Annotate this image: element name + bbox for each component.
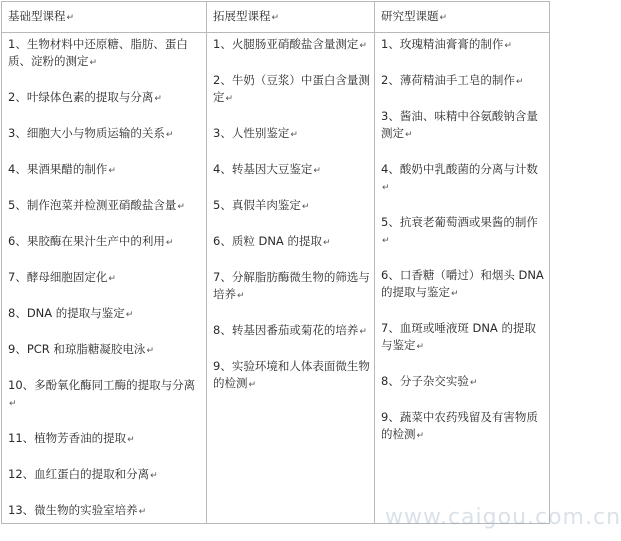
col3-item bbox=[381, 214, 545, 250]
header-research: 研究型课题↵ bbox=[375, 2, 550, 33]
item-text: 4、转基因大豆鉴定 bbox=[213, 162, 313, 176]
paragraph-mark: ↵ bbox=[248, 380, 257, 390]
item-spacer bbox=[213, 180, 370, 197]
col2-item bbox=[213, 358, 370, 394]
col1-item bbox=[8, 269, 202, 288]
paragraph-mark: ↵ bbox=[382, 236, 390, 246]
paragraph-mark: ↵ bbox=[89, 58, 98, 68]
item-spacer bbox=[8, 144, 202, 161]
col3-item bbox=[381, 108, 545, 144]
col3-item bbox=[381, 409, 545, 445]
item-text: 9、蔬菜中农药残留及有害物质的检测 bbox=[381, 410, 538, 441]
item-text: 1、火腿肠亚硝酸盐含量测定 bbox=[213, 37, 359, 51]
item-spacer bbox=[381, 144, 545, 161]
col1-item bbox=[8, 466, 202, 485]
paragraph-mark: ↵ bbox=[127, 435, 135, 445]
item-text: 7、酵母细胞固定化 bbox=[8, 270, 108, 284]
col1-item bbox=[8, 125, 202, 144]
item-spacer bbox=[8, 72, 202, 89]
item-text: 13、微生物的实验室培养 bbox=[8, 503, 138, 517]
item-spacer bbox=[213, 55, 370, 72]
header-row bbox=[2, 2, 550, 33]
item-text: 2、牛奶（豆浆）中蛋白含量测定 bbox=[213, 73, 370, 104]
basic-course-cell bbox=[2, 33, 207, 524]
col1-item bbox=[8, 197, 202, 216]
paragraph-mark: ↵ bbox=[225, 94, 234, 104]
col2-item bbox=[213, 233, 370, 252]
item-spacer bbox=[8, 252, 202, 269]
item-spacer bbox=[213, 144, 370, 161]
paragraph-mark: ↵ bbox=[405, 130, 413, 140]
col2-item bbox=[213, 197, 370, 216]
paragraph-mark: ↵ bbox=[359, 41, 367, 51]
col1-item bbox=[8, 305, 202, 324]
item-text: 8、DNA 的提取与鉴定 bbox=[8, 306, 125, 320]
item-text: 9、实验环境和人体表面微生物的检测 bbox=[213, 359, 370, 390]
col2-item bbox=[213, 161, 370, 180]
item-text: 1、玫瑰精油膏膏的制作 bbox=[381, 37, 504, 51]
paragraph-mark: ↵ bbox=[165, 130, 174, 140]
item-spacer bbox=[8, 216, 202, 233]
paragraph-mark: ↵ bbox=[416, 431, 425, 441]
paragraph-mark: ↵ bbox=[177, 202, 185, 212]
header-basic: 基础型课程↵ bbox=[2, 2, 207, 33]
item-text: 2、叶绿体色素的提取与分离 bbox=[8, 90, 154, 104]
paragraph-mark: ↵ bbox=[469, 378, 478, 388]
col1-item bbox=[8, 89, 202, 108]
extended-course-cell bbox=[207, 33, 375, 524]
course-table bbox=[1, 1, 550, 524]
item-spacer bbox=[381, 303, 545, 320]
paragraph-mark: ↵ bbox=[125, 310, 134, 320]
item-text: 4、果酒果醋的制作 bbox=[8, 162, 108, 176]
item-spacer bbox=[213, 341, 370, 358]
col2-item bbox=[213, 269, 370, 305]
site-watermark: www.caigou.com.cn bbox=[385, 505, 621, 530]
paragraph-mark: ↵ bbox=[154, 94, 162, 104]
item-text: 5、真假羊肉鉴定 bbox=[213, 198, 301, 212]
paragraph-mark: ↵ bbox=[301, 202, 310, 212]
col3-item bbox=[381, 373, 545, 392]
col1-item bbox=[8, 430, 202, 449]
col2-item bbox=[213, 125, 370, 144]
col1-item bbox=[8, 161, 202, 180]
item-text: 5、制作泡菜并检测亚硝酸盐含量 bbox=[8, 198, 177, 212]
research-topic-cell bbox=[375, 33, 550, 524]
item-spacer bbox=[8, 108, 202, 125]
paragraph-mark: ↵ bbox=[150, 471, 158, 481]
body-row bbox=[2, 33, 550, 524]
paragraph-mark: ↵ bbox=[313, 166, 321, 176]
item-spacer bbox=[381, 392, 545, 409]
item-spacer bbox=[8, 485, 202, 502]
item-spacer bbox=[213, 252, 370, 269]
item-spacer bbox=[381, 91, 545, 108]
item-spacer bbox=[381, 250, 545, 267]
item-text: 3、细胞大小与物质运输的关系 bbox=[8, 126, 165, 140]
paragraph-mark: ↵ bbox=[108, 166, 116, 176]
paragraph-mark: ↵ bbox=[416, 342, 425, 352]
paragraph-mark: ↵ bbox=[9, 399, 17, 409]
item-spacer bbox=[381, 197, 545, 214]
col3-item bbox=[381, 320, 545, 356]
item-text: 2、薄荷精油手工皂的制作 bbox=[381, 73, 515, 87]
item-text: 4、酸奶中乳酸菌的分离与计数 bbox=[381, 162, 538, 176]
paragraph-mark: ↵ bbox=[165, 238, 174, 248]
paragraph-mark: ↵ bbox=[322, 238, 331, 248]
paragraph-mark: ↵ bbox=[451, 289, 459, 299]
header-extended: 拓展型课程↵ bbox=[207, 2, 375, 33]
item-text: 6、果胶酶在果汁生产中的利用 bbox=[8, 234, 165, 248]
col1-item bbox=[8, 341, 202, 360]
item-text: 8、分子杂交实验 bbox=[381, 374, 469, 388]
item-text: 1、生物材料中还原糖、脂肪、蛋白质、淀粉的测定 bbox=[8, 37, 188, 68]
item-text: 7、分解脂肪酶微生物的筛选与培养 bbox=[213, 270, 370, 301]
paragraph-mark: ↵ bbox=[382, 183, 390, 193]
item-spacer bbox=[213, 108, 370, 125]
item-text: 8、转基因番茄或菊花的培养 bbox=[213, 323, 359, 337]
paragraph-mark: ↵ bbox=[138, 507, 147, 517]
item-spacer bbox=[8, 413, 202, 430]
col3-item bbox=[381, 161, 545, 197]
col2-item bbox=[213, 72, 370, 108]
item-spacer bbox=[8, 180, 202, 197]
item-text: 6、质粒 DNA 的提取 bbox=[213, 234, 322, 248]
item-spacer bbox=[213, 305, 370, 322]
col1-item bbox=[8, 36, 202, 72]
item-text: 3、酱油、味精中谷氨酸钠含量测定 bbox=[381, 109, 538, 140]
item-text: 10、多酚氧化酶同工酶的提取与分离 bbox=[8, 378, 196, 392]
col3-item bbox=[381, 72, 545, 91]
paragraph-mark: ↵ bbox=[290, 130, 298, 140]
col1-item bbox=[8, 502, 202, 521]
paragraph-mark: ↵ bbox=[108, 274, 116, 284]
col3-item bbox=[381, 267, 545, 303]
item-spacer bbox=[8, 360, 202, 377]
col2-item bbox=[213, 322, 370, 341]
item-text: 7、血斑或唾液斑 DNA 的提取与鉴定 bbox=[381, 321, 536, 352]
col1-item bbox=[8, 377, 202, 413]
col1-item bbox=[8, 233, 202, 252]
paragraph-mark: ↵ bbox=[237, 291, 245, 301]
item-spacer bbox=[381, 356, 545, 373]
paragraph-mark: ↵ bbox=[146, 346, 154, 356]
paragraph-mark: ↵ bbox=[504, 41, 512, 51]
item-spacer bbox=[213, 216, 370, 233]
item-text: 5、抗衰老葡萄酒或果酱的制作 bbox=[381, 215, 538, 229]
item-spacer bbox=[8, 449, 202, 466]
item-text: 3、人性别鉴定 bbox=[213, 126, 290, 140]
item-text: 12、血红蛋白的提取和分离 bbox=[8, 467, 150, 481]
col2-item bbox=[213, 36, 370, 55]
item-spacer bbox=[8, 288, 202, 305]
paragraph-mark: ↵ bbox=[359, 327, 367, 337]
item-text: 9、PCR 和琼脂糖凝胶电泳 bbox=[8, 342, 146, 356]
paragraph-mark: ↵ bbox=[515, 77, 524, 87]
item-spacer bbox=[381, 55, 545, 72]
col3-item bbox=[381, 36, 545, 55]
item-spacer bbox=[8, 324, 202, 341]
item-text: 6、口香糖（嚼过）和烟头 DNA 的提取与鉴定 bbox=[381, 268, 544, 299]
item-text: 11、植物芳香油的提取 bbox=[8, 431, 127, 445]
